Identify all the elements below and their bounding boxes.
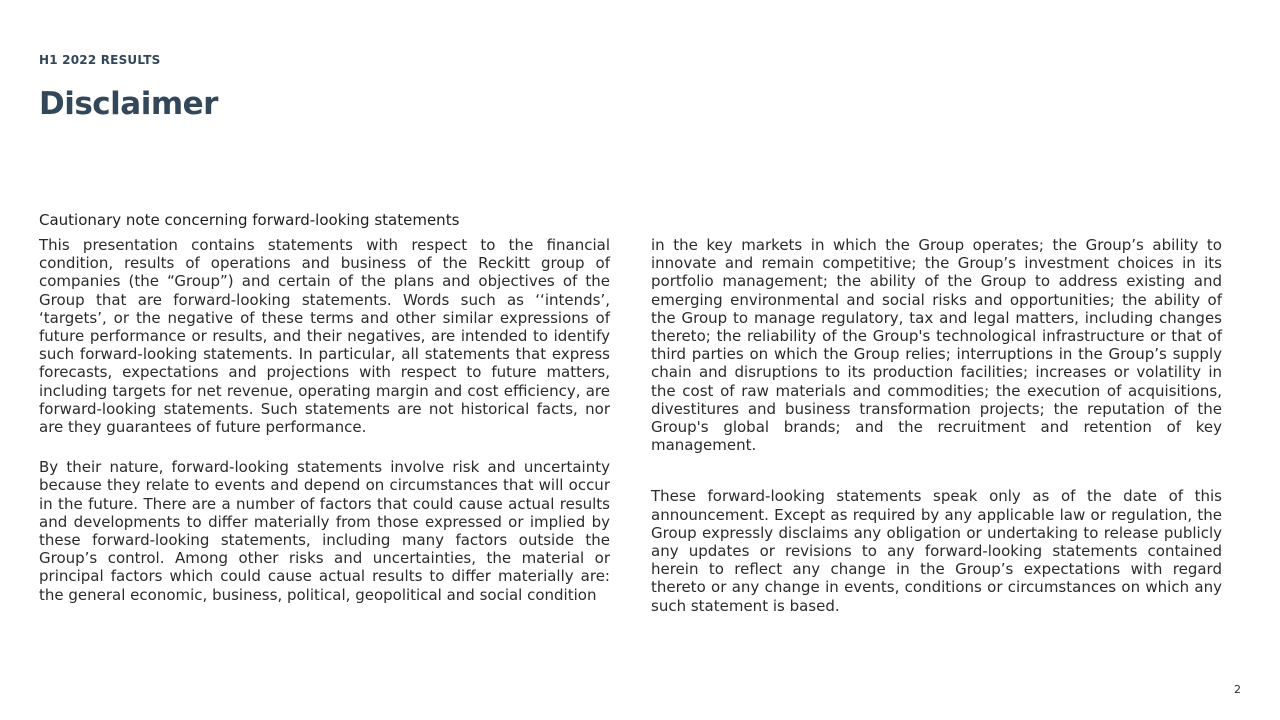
- page-title: Disclaimer: [39, 86, 218, 122]
- right-paragraph-1: in the key markets in which the Group operates; the Group’s ability to innovate and remain competitive; the Group’s investment choices in its portfolio management; the ability of the Group to address existing and emerging environmental and social risks and opportunities; the ability of the Group to manage regulatory, tax and legal matters, including changes thereto; the reliability of the Group's technological infrastructure or that of third parties on which the Group relies; interruptions in the Group’s supply chain and disruptions to its production facilities; increases or volatility in the cost of raw materials and commodities; the execution of acquisitions, divestitures and business transformation projects; the reputation of the Group's global brands; and the recruitment and retention of key management.: [651, 236, 1222, 455]
- left-column: [39, 236, 610, 604]
- right-paragraph-2: These forward-looking statements speak only as of the date of this announcement. Except as required by any applicable law or regulation, the Group expressly disclaims any obligation or undertaking to release publicly any updates or revisions to any forward-looking statements contained herein to reflect any change in the Group’s expectations with regard thereto or any change in events, conditions or circumstances on which any such statement is based.: [651, 487, 1222, 615]
- left-paragraph-2: By their nature, forward-looking statements involve risk and uncertainty because they relate to events and depend on circumstances that will occur in the future. There are a number of factors that could cause actual results and developments to differ materially from those expressed or implied by these forward-looking statements, including many factors outside the Group’s control. Among other risks and uncertainties, the material or principal factors which could cause actual results to differ materially are: the general economic, business, political, geopolitical and social condition: [39, 458, 610, 604]
- right-column: [651, 236, 1222, 615]
- left-paragraph-1: This presentation contains statements with respect to the financial condition, results of operations and business of the Reckitt group of companies (the “Group”) and certain of the plans and objectives of the Group that are forward-looking statements. Words such as ‘‘intends’, ‘targets’, or the negative of these terms and other similar expressions of future performance or results, and their negatives, are intended to identify such forward-looking statements. In particular, all statements that express forecasts, expectations and projections with respect to future matters, including targets for net revenue, operating margin and cost efficiency, are forward-looking statements. Such statements are not historical facts, nor are they guarantees of future performance.: [39, 236, 610, 437]
- page-number: 2: [1234, 683, 1241, 696]
- report-label: H1 2022 RESULTS: [39, 53, 161, 67]
- section-heading: Cautionary note concerning forward-looking statements: [39, 211, 460, 229]
